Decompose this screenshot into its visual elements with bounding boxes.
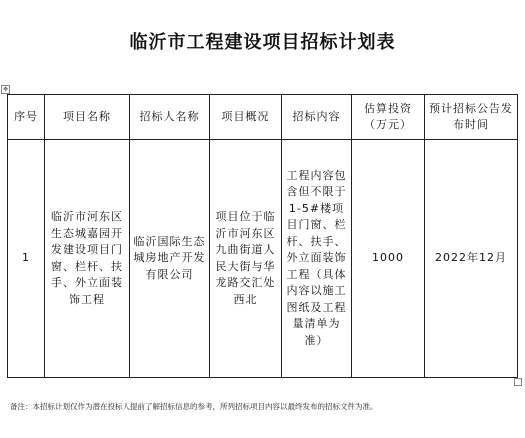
header-publish-time: 预计招标公告发布时间 bbox=[425, 95, 518, 140]
cell-content: 工程内容包含但不限于1-5#楼项目门窗、栏杆、扶手、外立面装饰工程（具体内容以施工图纸及工程量清单为准） bbox=[282, 140, 352, 378]
cell-tenderer: 临沂国际生态城房地产开发有限公司 bbox=[130, 140, 210, 378]
cell-index: 1 bbox=[8, 140, 45, 378]
cell-overview: 项目位于临沂市河东区九曲街道人民大街与华龙路交汇处西北 bbox=[210, 140, 282, 378]
header-investment: 估算投资（万元） bbox=[352, 95, 425, 140]
header-index: 序号 bbox=[8, 95, 45, 140]
table-move-handle-icon[interactable]: ✥ bbox=[2, 86, 9, 93]
header-content: 招标内容 bbox=[282, 95, 352, 140]
table-header-row bbox=[8, 95, 518, 140]
header-tenderer: 招标人名称 bbox=[130, 95, 210, 140]
header-overview: 项目概况 bbox=[210, 95, 282, 140]
cell-publish-time: 2022年12月 bbox=[425, 140, 518, 378]
cell-investment: 1000 bbox=[352, 140, 425, 378]
table-row bbox=[8, 140, 518, 378]
page-title: 临沂市工程建设项目招标计划表 bbox=[129, 32, 396, 53]
tender-plan-table bbox=[7, 94, 518, 378]
footnote: 备注：本招标计划仅作为潜在投标人提前了解招标信息的参考，所列招标项目内容以最终发布的招标文件为准。 bbox=[10, 402, 378, 411]
table-resize-handle-icon[interactable] bbox=[514, 378, 522, 386]
cell-project-name: 临沂市河东区生态城嘉园开发建设项目门窗、栏杆、扶手、外立面装饰工程 bbox=[45, 140, 130, 378]
header-project-name: 项目名称 bbox=[45, 95, 130, 140]
